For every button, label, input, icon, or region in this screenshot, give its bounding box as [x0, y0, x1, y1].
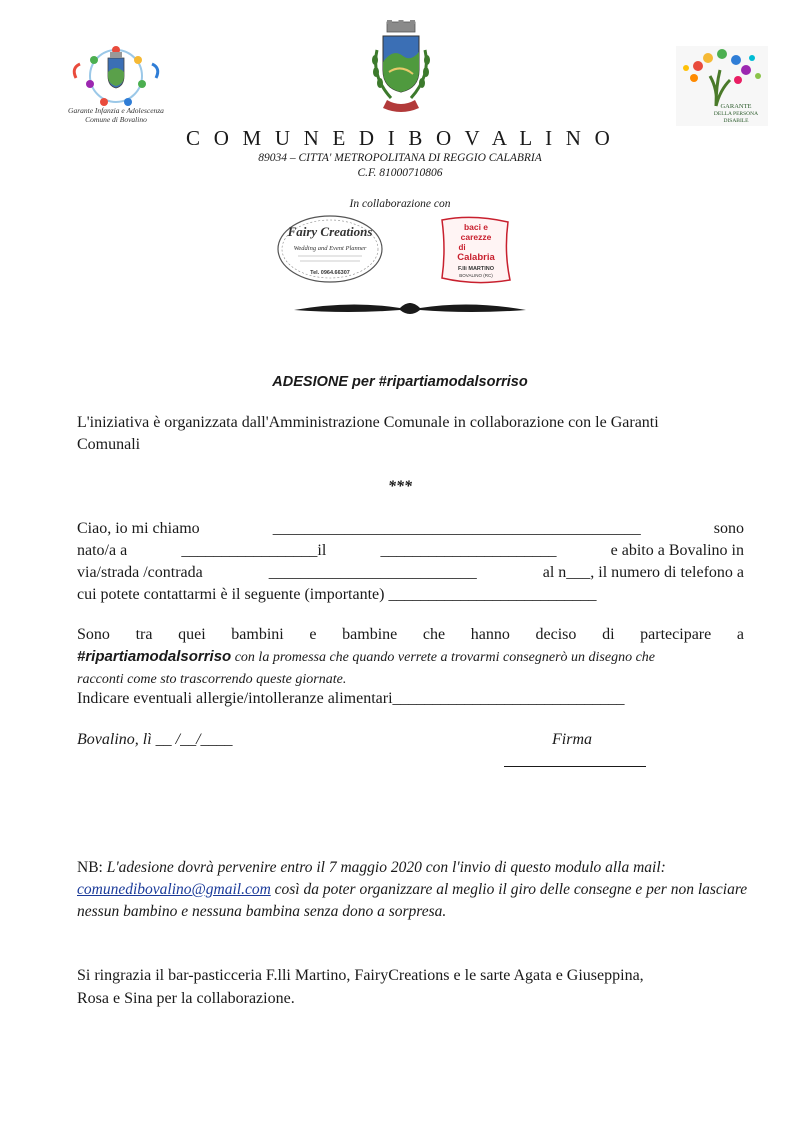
nb-line-2	[77, 879, 748, 901]
name-blank[interactable]: ______________________________________________	[272, 520, 641, 537]
number-blank[interactable]: ___	[566, 564, 591, 581]
word: deciso	[535, 626, 577, 643]
baci-carezze-logo	[436, 214, 514, 286]
municipal-crest-icon	[367, 20, 435, 116]
comune-title: C O M U N E D I B O V A L I N O	[186, 126, 614, 150]
sponsor2-line-2: carezze	[460, 232, 492, 242]
allergies-line	[77, 688, 744, 710]
street-label: via/strada /contrada	[77, 564, 203, 581]
residence-label: e abito a Bovalino in	[610, 542, 744, 559]
birthdate-blank[interactable]: ______________________	[380, 542, 557, 559]
form-line-phone	[77, 584, 744, 606]
nb-text-2: così da poter organizzare al meglio il giro delle consegne e per non lasciare	[270, 881, 748, 898]
name-label: Ciao, io mi chiamo	[77, 520, 200, 537]
fiscal-code-line: C.F. 81000710806	[357, 167, 443, 179]
participation-line-1	[77, 624, 744, 646]
thanks-line-1: Si ringrazia il bar-pasticceria F.lli Martino, FairyCreations e le sarte Agata e Giuseppina,	[77, 967, 644, 984]
thanks-line-2: Rosa e Sina per la collaborazione.	[77, 990, 295, 1007]
word: bambine	[342, 626, 398, 643]
hashtag: #ripartiamodalsorriso	[77, 648, 232, 665]
form-line-birth	[77, 540, 744, 562]
nb-line-1	[77, 857, 744, 879]
sponsor1-name: Fairy Creations	[287, 224, 373, 239]
sponsor2-line-6: BOVALINO (RC)	[459, 273, 493, 278]
place-date-field[interactable]: Bovalino, lì __ /__/____	[77, 731, 233, 748]
intro-paragraph	[77, 412, 744, 455]
street-blank[interactable]: __________________________	[268, 564, 477, 581]
sono-label: sono	[713, 520, 744, 537]
word: partecipare	[640, 626, 712, 643]
word: bambini	[231, 626, 284, 643]
collaboration-label: In collaborazione con	[349, 198, 451, 210]
document-title: ADESIONE per #ripartiamodalsorriso	[272, 374, 528, 390]
word: di	[602, 626, 615, 643]
form-line-address	[77, 562, 744, 584]
allergies-blank[interactable]: _____________________________	[392, 690, 625, 707]
word: tra	[135, 626, 153, 643]
right-logo-line-1: GARANTE	[720, 103, 752, 110]
caption-line-2: Comune di Bovalino	[85, 115, 147, 124]
right-logo-line-2: DELLA PERSONA	[713, 111, 759, 117]
sponsor2-line-4: Calabria	[457, 252, 495, 263]
word: a	[736, 626, 744, 643]
signature-line[interactable]	[504, 766, 646, 767]
right-logo-line-3: DISABILE	[723, 118, 749, 124]
allergies-label: Indicare eventuali allergie/intolleranze alimentari	[77, 690, 393, 707]
phone-blank[interactable]: __________________________	[388, 586, 597, 603]
phone-intro-label: , il numero di telefono a	[590, 564, 744, 581]
word: hanno	[470, 626, 510, 643]
promise-text-2: racconti come sto trascorrendo queste giornate.	[77, 672, 347, 687]
left-logo-caption	[56, 106, 176, 124]
signature-label: Firma	[552, 731, 592, 748]
separator-stars: ***	[388, 478, 412, 495]
birthdate-label: il	[317, 542, 327, 559]
sponsor1-sub: Wedding and Event Planner	[293, 245, 367, 252]
mini-crest-icon	[108, 52, 124, 88]
nb-text-1: L'adesione dovrà pervenire entro il 7 maggio 2020 con l'invio di questo modulo alla mail:	[106, 859, 666, 876]
number-label: al n	[542, 564, 567, 581]
sponsor2-line-3: di	[458, 243, 466, 252]
sponsor2-line-1: baci e	[463, 222, 489, 232]
nb-prefix: NB:	[77, 859, 107, 876]
phone-label: cui potete contattarmi è il seguente (importante)	[77, 586, 385, 603]
birthplace-label: nato/a a	[77, 542, 128, 559]
word: e	[309, 626, 317, 643]
intro-line-1: L'iniziativa è organizzata dall'Amministrazione Comunale in collaborazione con le Garanti	[77, 414, 659, 431]
ornamental-flourish-icon	[290, 296, 530, 320]
sponsor2-line-5: F.lli MARTINO	[457, 266, 495, 272]
form-line-name	[77, 518, 744, 540]
word: quei	[178, 626, 206, 643]
caption-line-1: Garante Infanzia e Adolescenza	[68, 106, 164, 115]
intro-line-2: Comunali	[77, 435, 141, 453]
word: che	[422, 626, 446, 643]
address-line: 89034 – CITTA' METROPOLITANA DI REGGIO CALABRIA	[258, 152, 542, 164]
sponsor1-phone: Tel. 0964.66307	[310, 270, 350, 276]
nb-line-3	[77, 901, 744, 923]
word: Sono	[77, 626, 110, 643]
promise-text-1: con la promessa che quando verrete a trovarmi consegnerò un disegno che	[231, 650, 656, 665]
garante-disabile-logo	[676, 46, 768, 126]
fairy-creations-logo	[276, 214, 384, 284]
email-link[interactable]: comunedibovalino@gmail.com	[77, 881, 271, 898]
birthplace-blank[interactable]: _________________	[181, 542, 318, 559]
participation-line-2	[77, 646, 744, 669]
nb-text-3: nessun bambino e nessuna bambina senza dono a sorpresa.	[77, 903, 447, 920]
